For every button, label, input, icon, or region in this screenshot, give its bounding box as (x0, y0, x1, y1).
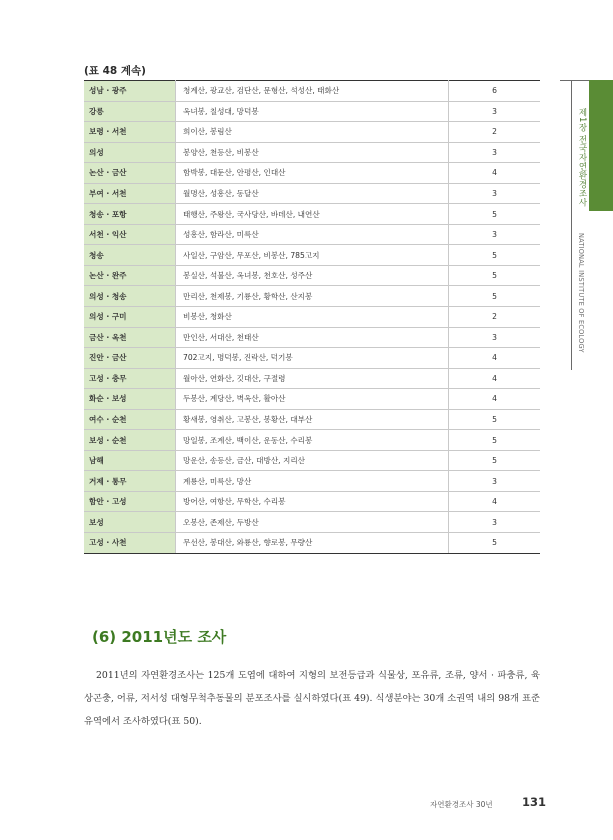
count-cell: 4 (449, 368, 541, 389)
table-row (84, 327, 540, 348)
sidebar-divider-vertical (571, 80, 572, 370)
table-row (84, 533, 540, 554)
table-row (84, 286, 540, 307)
count-cell: 3 (449, 142, 541, 163)
table-row (84, 265, 540, 286)
count-cell: 3 (449, 327, 541, 348)
count-cell: 2 (449, 307, 541, 328)
count-cell: 5 (449, 245, 541, 266)
section-heading: (6) 2011년도 조사 (92, 628, 227, 646)
count-cell: 6 (449, 81, 541, 102)
table-row (84, 409, 540, 430)
mountains-cell: 오봉산, 존제산, 두방산 (176, 512, 449, 533)
table-caption: (표 48 계속) (84, 65, 146, 77)
region-cell: 성남 · 광주 (84, 81, 176, 102)
table-row (84, 491, 540, 512)
count-cell: 4 (449, 348, 541, 369)
region-cell: 고성 · 충무 (84, 368, 176, 389)
mountains-cell: 비봉산, 청화산 (176, 307, 449, 328)
region-cell: 진안 · 금산 (84, 348, 176, 369)
region-cell: 강릉 (84, 101, 176, 122)
region-cell: 보성 (84, 512, 176, 533)
count-cell: 5 (449, 533, 541, 554)
region-cell: 의성 · 청송 (84, 286, 176, 307)
table-row (84, 224, 540, 245)
table-row (84, 142, 540, 163)
table-row (84, 204, 540, 225)
region-cell: 함안 · 고성 (84, 491, 176, 512)
mountains-cell: 두봉산, 계당산, 벽옥산, 활아산 (176, 389, 449, 410)
mountains-cell: 망일봉, 조계산, 백이산, 운동산, 수리봉 (176, 430, 449, 451)
region-cell: 청송 (84, 245, 176, 266)
region-cell: 서천 · 익산 (84, 224, 176, 245)
count-cell: 5 (449, 430, 541, 451)
mountains-cell: 함박봉, 대둔산, 안평산, 인대산 (176, 163, 449, 184)
count-cell: 3 (449, 471, 541, 492)
region-cell: 거제 · 통무 (84, 471, 176, 492)
count-cell: 5 (449, 409, 541, 430)
mountains-cell: 망운산, 송등산, 금산, 대방산, 지리산 (176, 450, 449, 471)
body-paragraph: 2011년의 자연환경조사는 125개 도엽에 대하여 지형의 보전등급과 식물상, 포유류, 조류, 양서 · 파충류, 육상곤충, 어류, 저서성 대형무척추동물의 분포조사를 실시하였다(표 49). 식생분야는 30개 소권역 내의 98개 표준유역에서 조사하였다(표 50). (84, 670, 540, 727)
count-cell: 5 (449, 450, 541, 471)
region-cell: 화순 · 보성 (84, 389, 176, 410)
table-row (84, 307, 540, 328)
mountains-cell: 희이산, 봉림산 (176, 122, 449, 143)
region-cell: 여수 · 순천 (84, 409, 176, 430)
mountains-cell: 사일산, 구암산, 무포산, 비봉산, 785고지 (176, 245, 449, 266)
mountains-cell: 봉실산, 석불산, 옥녀봉, 천호산, 성주산 (176, 265, 449, 286)
mountains-cell: 옥녀봉, 칠성대, 망덕봉 (176, 101, 449, 122)
table-row (84, 450, 540, 471)
table-row (84, 163, 540, 184)
table-row (84, 512, 540, 533)
count-cell: 4 (449, 389, 541, 410)
count-cell: 3 (449, 183, 541, 204)
page-number: 131 (522, 795, 547, 809)
region-cell: 남해 (84, 450, 176, 471)
table-row (84, 122, 540, 143)
table-row (84, 430, 540, 451)
body-text (84, 664, 540, 733)
mountains-cell: 702고지, 명덕봉, 진락산, 덕기봉 (176, 348, 449, 369)
count-cell: 2 (449, 122, 541, 143)
table-row (84, 348, 540, 369)
mountains-cell: 만인산, 서대산, 천태산 (176, 327, 449, 348)
mountains-cell: 태행산, 주왕산, 국사당산, 바데산, 내연산 (176, 204, 449, 225)
mountains-cell: 황새봉, 영취산, 고봉산, 봉황산, 대부산 (176, 409, 449, 430)
region-cell: 고성 · 사천 (84, 533, 176, 554)
count-cell: 5 (449, 265, 541, 286)
region-cell: 보성 · 순천 (84, 430, 176, 451)
mountains-cell: 무선산, 봉대산, 와룡산, 향로봉, 무량산 (176, 533, 449, 554)
mountains-cell: 청계산, 광교산, 검단산, 문형산, 석성산, 태화산 (176, 81, 449, 102)
table-row (84, 368, 540, 389)
region-cell: 부여 · 서천 (84, 183, 176, 204)
table-row (84, 183, 540, 204)
table-row (84, 389, 540, 410)
count-cell: 3 (449, 101, 541, 122)
mountain-survey-table (84, 80, 540, 554)
mountains-cell: 봉양산, 천등산, 비봉산 (176, 142, 449, 163)
region-cell: 청송 · 포항 (84, 204, 176, 225)
table-row (84, 101, 540, 122)
chapter-tab (589, 80, 613, 211)
table-row (84, 471, 540, 492)
footer-book-title: 자연환경조사 30년 (430, 800, 493, 809)
mountains-cell: 월아산, 연화산, 깃대산, 구절령 (176, 368, 449, 389)
count-cell: 4 (449, 163, 541, 184)
count-cell: 5 (449, 286, 541, 307)
count-cell: 5 (449, 204, 541, 225)
region-cell: 논산 · 완주 (84, 265, 176, 286)
institute-name: NATIONAL INSTITUTE OF ECOLOGY (577, 233, 585, 353)
table-row (84, 81, 540, 102)
region-cell: 보령 · 서천 (84, 122, 176, 143)
region-cell: 논산 · 금산 (84, 163, 176, 184)
sidebar-divider-horizontal (560, 80, 589, 81)
mountains-cell: 만리산, 천제봉, 기룡산, 황학산, 산지봉 (176, 286, 449, 307)
chapter-title: 제1장 전국자연환경조사 (577, 108, 587, 208)
region-cell: 의성 (84, 142, 176, 163)
mountains-cell: 성흥산, 함라산, 미륵산 (176, 224, 449, 245)
region-cell: 금산 · 옥천 (84, 327, 176, 348)
count-cell: 4 (449, 491, 541, 512)
mountains-cell: 방어산, 여항산, 무학산, 수리봉 (176, 491, 449, 512)
count-cell: 3 (449, 224, 541, 245)
mountains-cell: 월명산, 성흥산, 동달산 (176, 183, 449, 204)
table-row (84, 245, 540, 266)
region-cell: 의성 · 구미 (84, 307, 176, 328)
count-cell: 3 (449, 512, 541, 533)
mountains-cell: 계룡산, 미륵산, 망산 (176, 471, 449, 492)
